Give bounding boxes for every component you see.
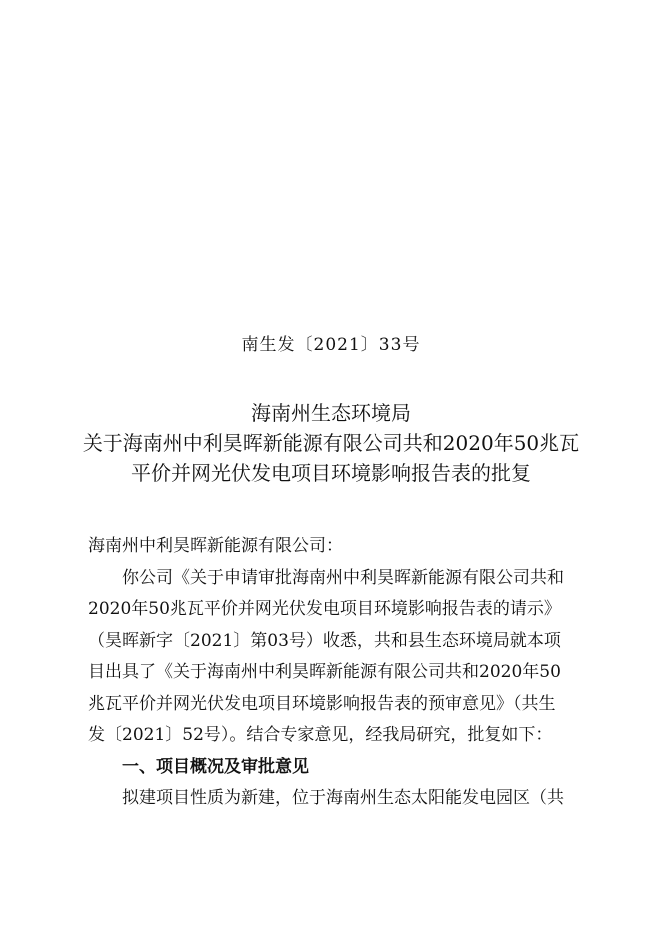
body-line-5: 兆瓦平价并网光伏发电项目环境影响报告表的预审意见》（共生 (88, 693, 556, 714)
title-line-1: 关于海南州中利昊晖新能源有限公司共和2020年50兆瓦 (82, 431, 580, 455)
title-line-2: 平价并网光伏发电项目环境影响报告表的批复 (131, 461, 531, 485)
section-heading: 一、项目概况及审批意见 (122, 756, 309, 777)
body-line-6: 发〔2021〕52号）。结合专家意见，经我局研究，批复如下： (88, 725, 553, 745)
body-line-2: 2020年50兆瓦平价并网光伏发电项目环境影响报告表的请示》 (88, 599, 561, 619)
body-line-3: （昊晖新字〔2021〕第03号）收悉，共和县生态环境局就本项 (88, 630, 561, 651)
body-line-1: 你公司《关于申请审批海南州中利昊晖新能源有限公司共和 (122, 567, 564, 588)
document-title (0, 398, 662, 488)
document-number: 南生发〔2021〕33号 (241, 335, 421, 355)
issuer-name: 海南州生态环境局 (251, 401, 411, 425)
body-line-4: 目出具了《关于海南州中利昊晖新能源有限公司共和2020年50 (88, 662, 561, 682)
document-body (88, 531, 580, 815)
section-first-line: 拟建项目性质为新建，位于海南州生态太阳能发电园区（共 (122, 788, 564, 808)
addressee: 海南州中利昊晖新能源有限公司： (88, 536, 343, 556)
